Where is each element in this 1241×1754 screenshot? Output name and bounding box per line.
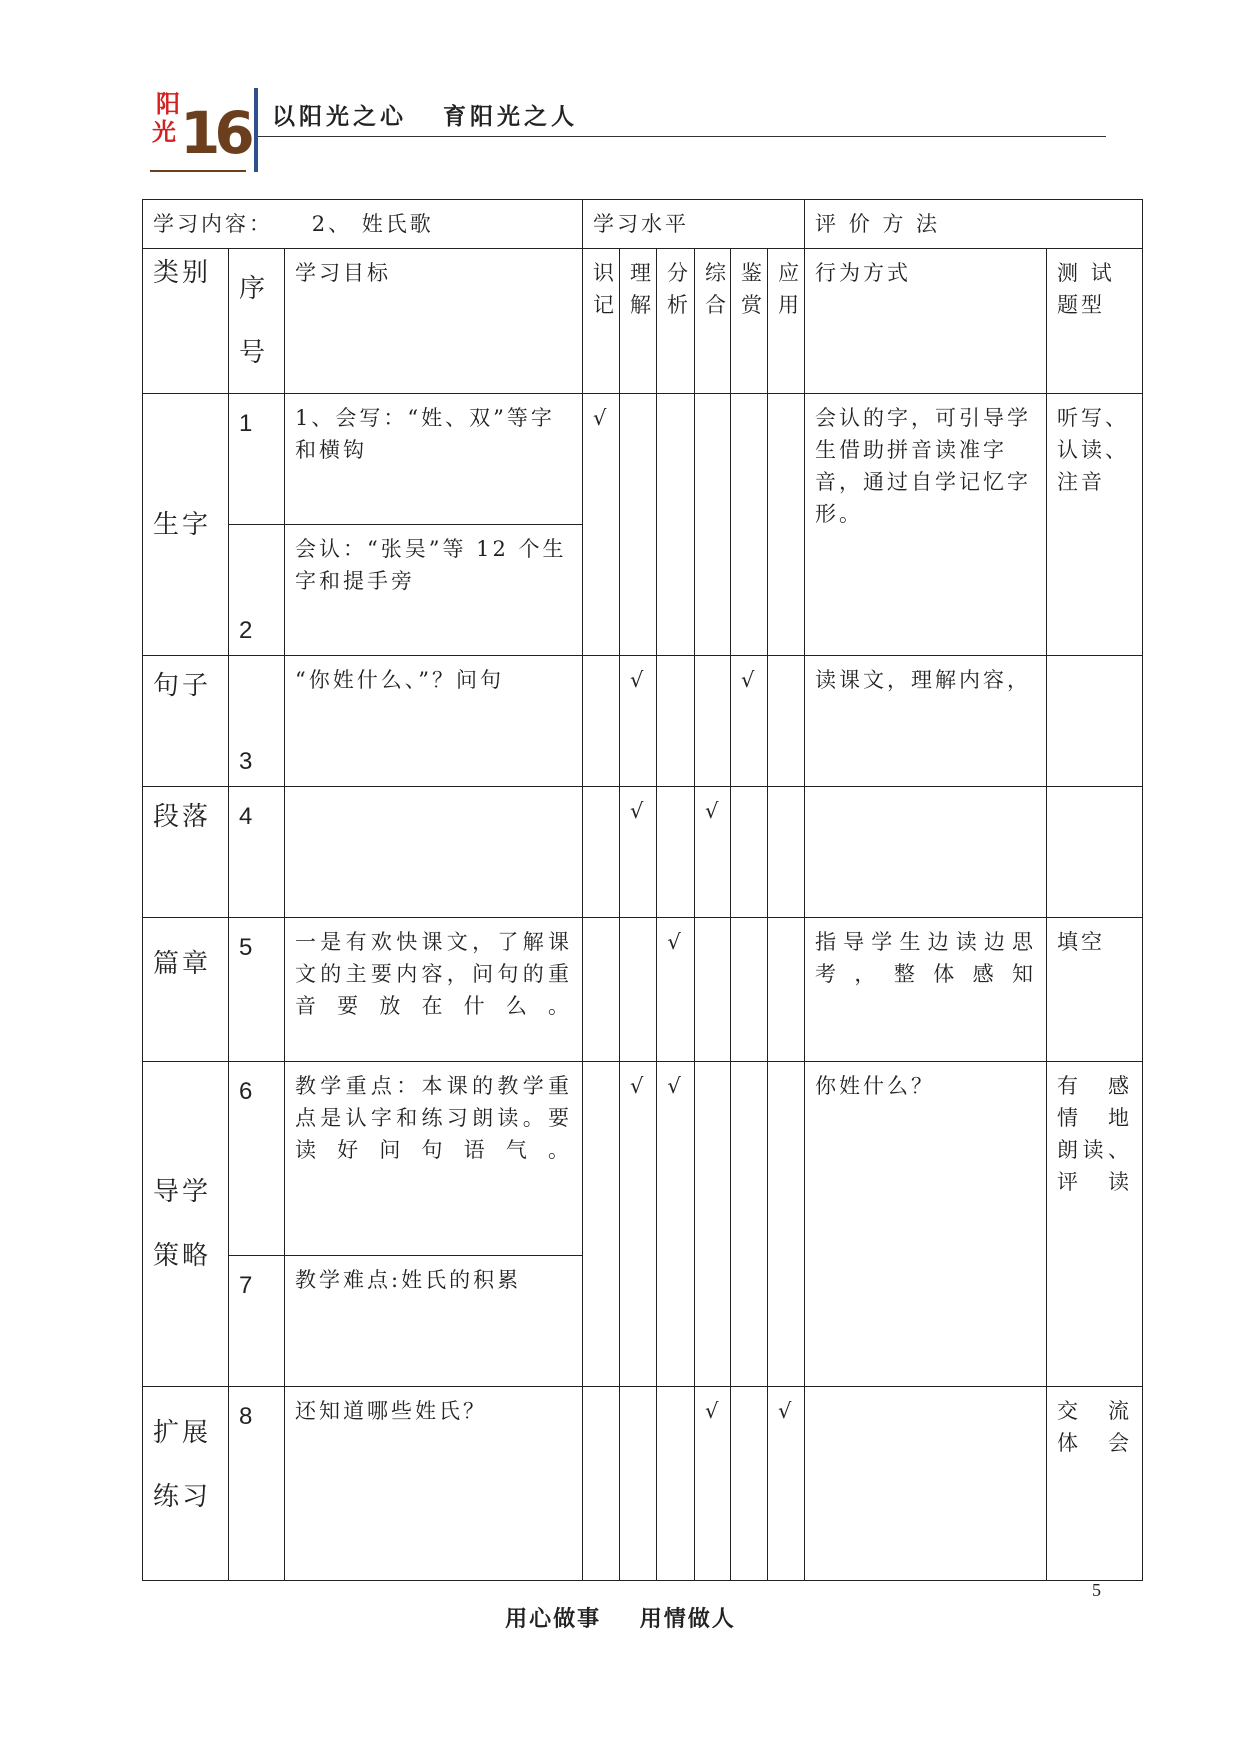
content-value: 2、 姓氏歌	[311, 212, 434, 236]
goal-cell: 会认：“张吴”等 12 个生字和提手旁	[285, 525, 583, 656]
mark-cell	[695, 1062, 731, 1387]
test-cell: 交 流 体会	[1047, 1387, 1143, 1581]
table-row	[143, 1387, 1143, 1581]
mark-cell	[768, 656, 805, 787]
mark-cell: √	[657, 1062, 695, 1387]
mark-cell	[620, 1387, 657, 1581]
number-cell: 5	[229, 918, 285, 1062]
goal-cell	[285, 787, 583, 918]
mark-cell	[657, 394, 695, 656]
test-cell: 听写、认读、注音	[1047, 394, 1143, 656]
number-cell: 1	[229, 394, 285, 525]
test-cell	[1047, 656, 1143, 787]
category-cell: 扩展练习	[143, 1387, 229, 1581]
logo-underline	[150, 170, 246, 172]
mark-cell	[731, 918, 768, 1062]
mark-cell	[731, 787, 768, 918]
column-header-row	[143, 249, 1143, 394]
number-cell: 2	[229, 525, 285, 656]
mark-cell: √	[583, 394, 620, 656]
test-cell: 填空	[1047, 918, 1143, 1062]
header-rule	[258, 136, 1106, 137]
goal-cell: 教学难点:姓氏的积累	[285, 1256, 583, 1387]
col-number: 序号	[229, 249, 285, 394]
mark-cell	[768, 918, 805, 1062]
mark-cell	[768, 394, 805, 656]
mark-cell: √	[695, 1387, 731, 1581]
col-level-understand: 理解	[620, 249, 657, 394]
mark-cell	[768, 787, 805, 918]
number-cell: 8	[229, 1387, 285, 1581]
category-cell: 段落	[143, 787, 229, 918]
table-row	[143, 656, 1143, 787]
page-header	[150, 88, 1110, 178]
content-label: 学习内容：	[153, 212, 273, 236]
mark-cell	[620, 394, 657, 656]
header-divider-bar	[254, 88, 258, 172]
mark-cell	[583, 656, 620, 787]
goal-cell: 1、会写：“姓、双”等字和横钩	[285, 394, 583, 525]
number-cell: 3	[229, 656, 285, 787]
behavior-cell: 会认的字，可引导学生借助拼音读准字音，通过自学记忆字形。	[805, 394, 1047, 656]
behavior-cell: 读课文，理解内容，	[805, 656, 1047, 787]
col-goal: 学习目标	[285, 249, 583, 394]
mark-cell	[657, 656, 695, 787]
header-motto: 以阳光之心 育阳光之人	[272, 104, 579, 130]
mark-cell: √	[620, 656, 657, 787]
mark-cell	[583, 918, 620, 1062]
goal-cell: 一是有欢快课文，了解课文的主要内容，问句的重音要放在什么。	[285, 918, 583, 1062]
col-test: 测 试 题型	[1047, 249, 1143, 394]
eval-label: 评 价 方 法	[805, 200, 1143, 249]
page-number: 5	[1092, 1580, 1101, 1600]
goal-cell: 教学重点：本课的教学重点是认字和练习朗读。要读好问句语气。	[285, 1062, 583, 1256]
mark-cell	[731, 394, 768, 656]
goal-cell: “你姓什么、”？问句	[285, 656, 583, 787]
school-logo	[150, 92, 250, 168]
lesson-content-cell	[143, 200, 583, 249]
number-cell: 4	[229, 787, 285, 918]
col-behavior: 行为方式	[805, 249, 1047, 394]
footer-slogan: 用心做事 用情做人	[505, 1607, 736, 1632]
mark-cell	[695, 918, 731, 1062]
lesson-plan-table	[142, 199, 1143, 1581]
category-cell: 导学策略	[143, 1062, 229, 1387]
mark-cell	[583, 1387, 620, 1581]
category-cell: 句子	[143, 656, 229, 787]
col-category: 类别	[143, 249, 229, 394]
test-cell: 有 感 情 地 朗读、评读	[1047, 1062, 1143, 1387]
lesson-header-row	[143, 200, 1143, 249]
table-row	[143, 394, 1143, 525]
col-level-synthesize: 综合	[695, 249, 731, 394]
logo-char-guang: 光	[152, 118, 176, 146]
mark-cell: √	[695, 787, 731, 918]
number-cell: 7	[229, 1256, 285, 1387]
behavior-cell: 你姓什么？	[805, 1062, 1047, 1387]
number-cell: 6	[229, 1062, 285, 1256]
mark-cell	[657, 1387, 695, 1581]
mark-cell: √	[620, 1062, 657, 1387]
mark-cell	[583, 1062, 620, 1387]
mark-cell	[695, 394, 731, 656]
level-label: 学习水平	[583, 200, 805, 249]
mark-cell: √	[768, 1387, 805, 1581]
behavior-cell	[805, 1387, 1047, 1581]
logo-number: 16	[180, 99, 249, 167]
behavior-cell: 指导学生边读边思考，整体感知	[805, 918, 1047, 1062]
mark-cell: √	[731, 656, 768, 787]
mark-cell	[731, 1062, 768, 1387]
mark-cell	[620, 918, 657, 1062]
mark-cell	[695, 656, 731, 787]
col-level-memorize: 识记	[583, 249, 620, 394]
table-row	[143, 787, 1143, 918]
mark-cell	[583, 787, 620, 918]
test-cell	[1047, 787, 1143, 918]
col-level-apply: 应用	[768, 249, 805, 394]
category-cell: 生字	[143, 394, 229, 656]
table-row	[143, 918, 1143, 1062]
logo-char-yang: 阳	[156, 90, 180, 118]
mark-cell: √	[620, 787, 657, 918]
table-row	[143, 1062, 1143, 1256]
behavior-cell	[805, 787, 1047, 918]
mark-cell: √	[657, 918, 695, 1062]
col-level-analyze: 分析	[657, 249, 695, 394]
mark-cell	[731, 1387, 768, 1581]
category-cell: 篇章	[143, 918, 229, 1062]
col-level-appreciate: 鉴赏	[731, 249, 768, 394]
mark-cell	[657, 787, 695, 918]
goal-cell: 还知道哪些姓氏？	[285, 1387, 583, 1581]
mark-cell	[768, 1062, 805, 1387]
